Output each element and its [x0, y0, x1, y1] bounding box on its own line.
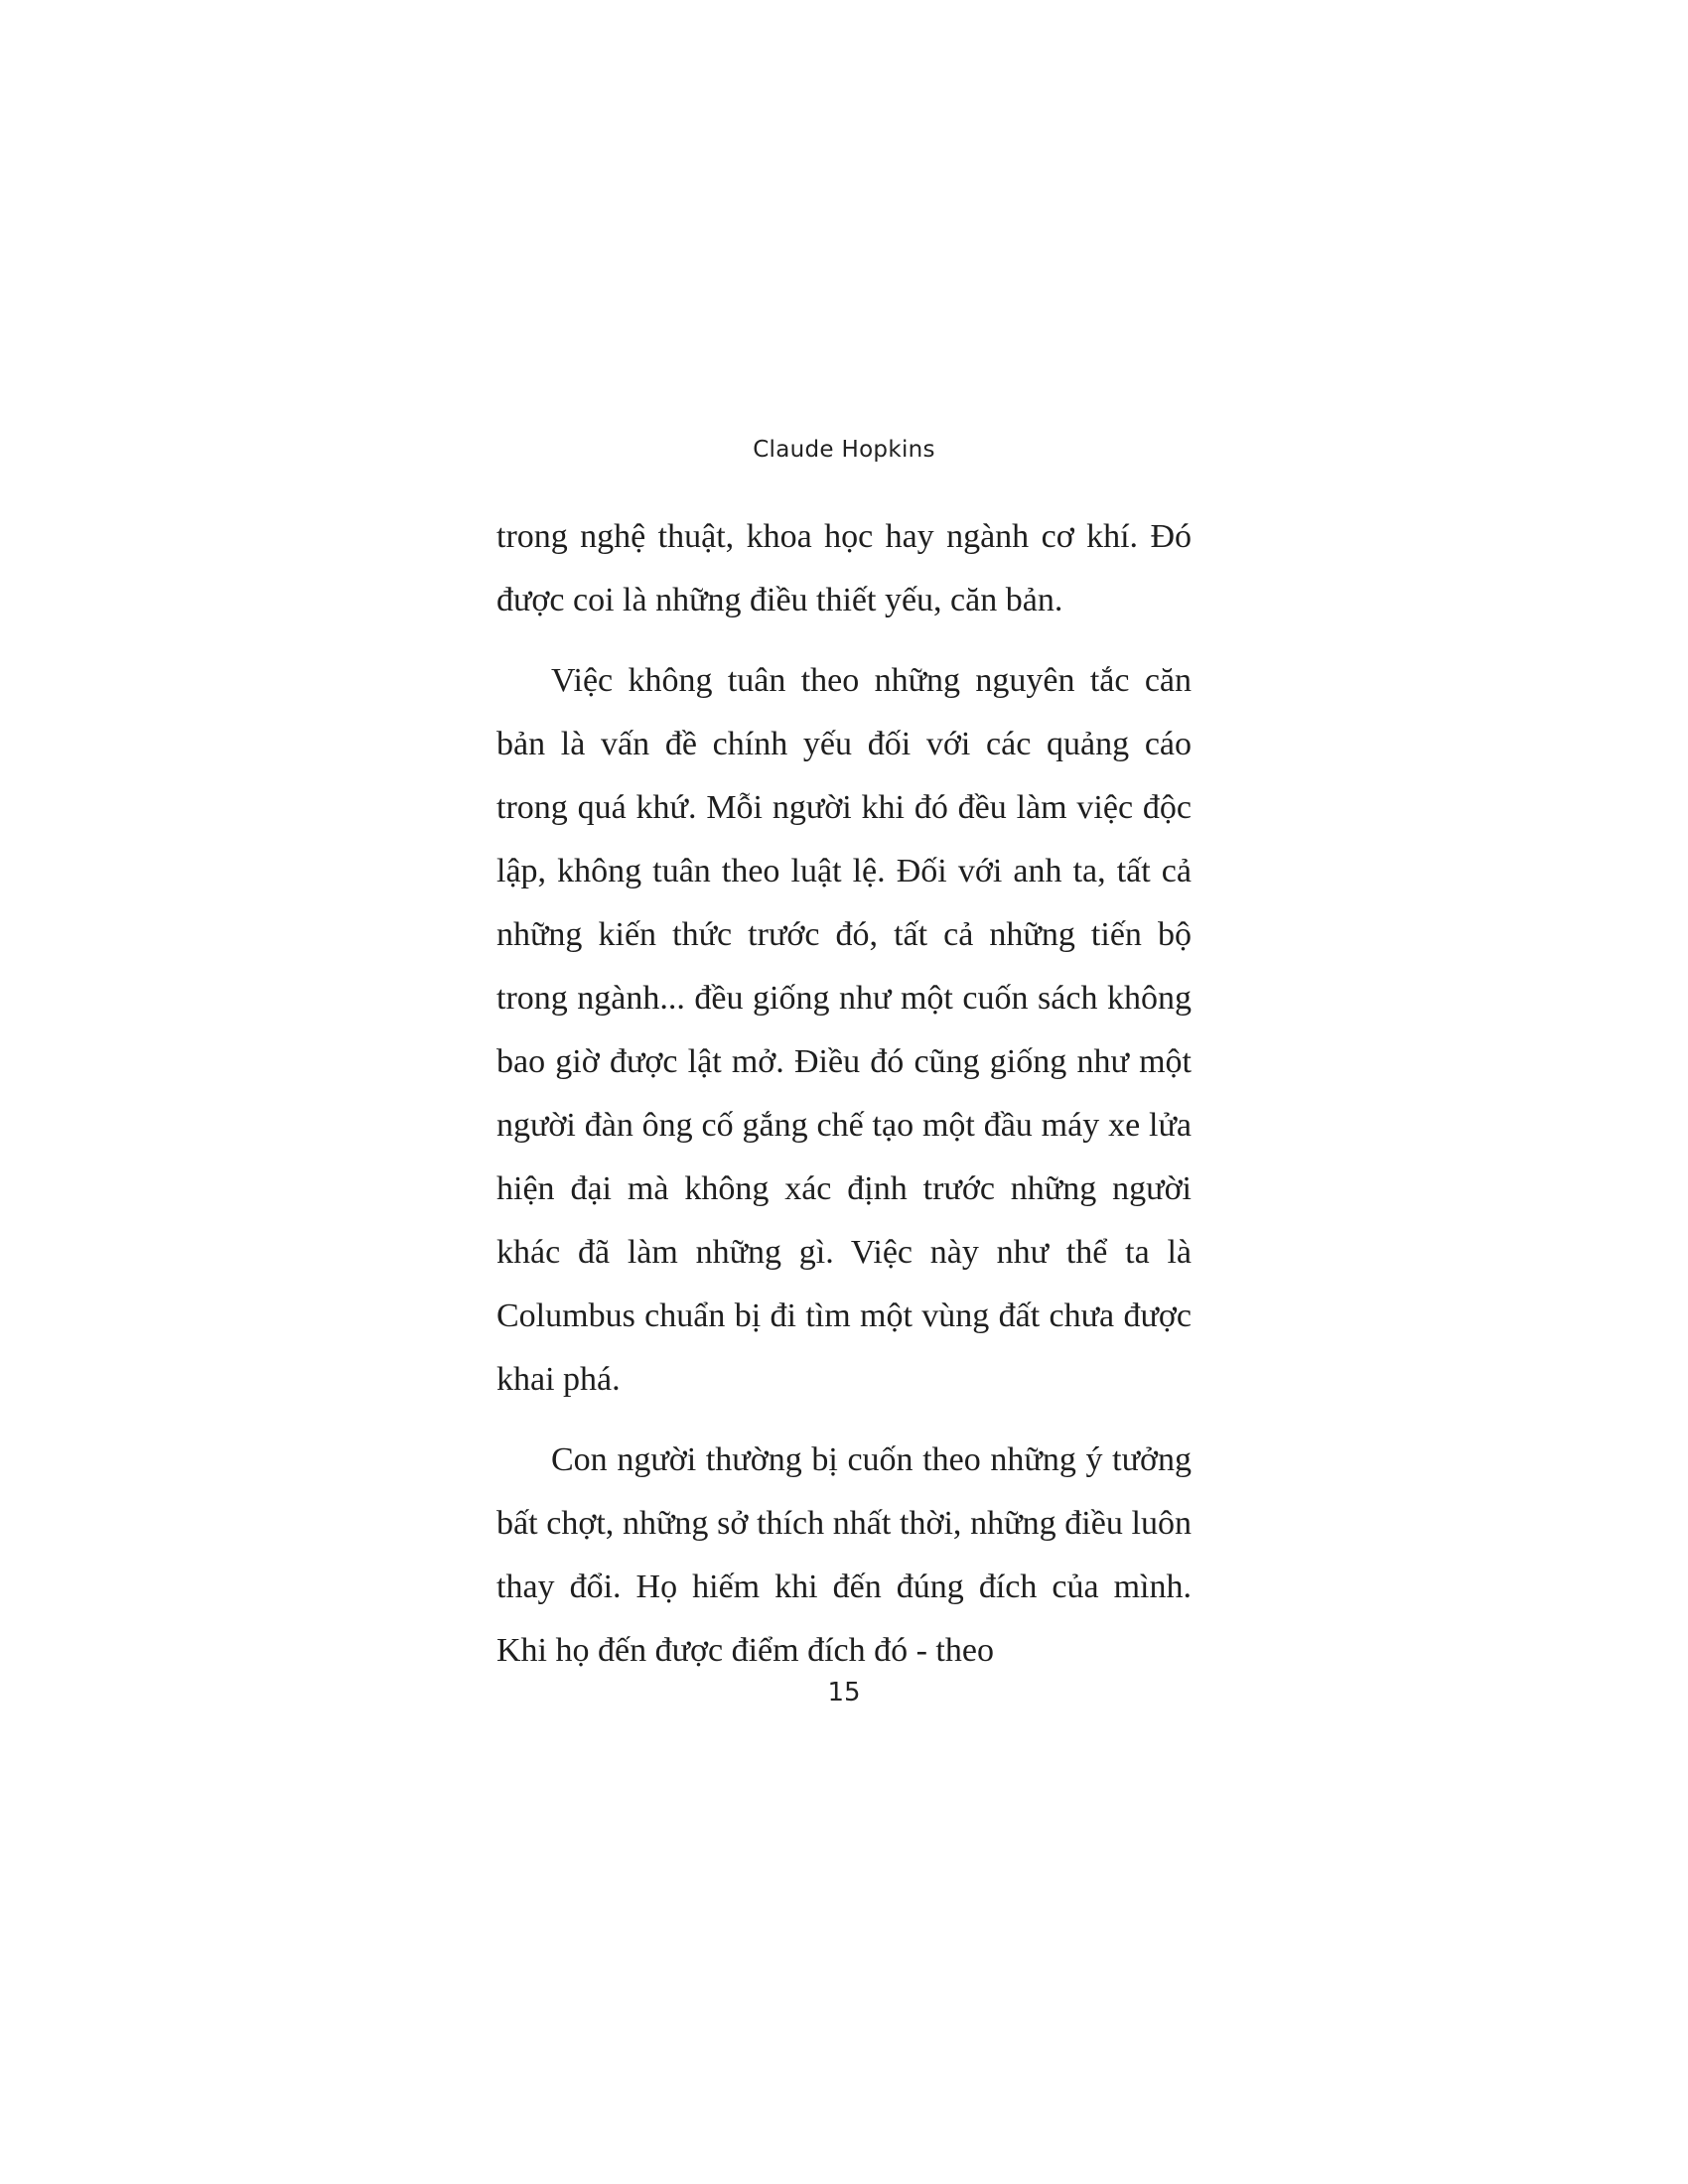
running-header: Claude Hopkins [753, 437, 935, 463]
page-number: 15 [827, 1678, 861, 1707]
paragraph: Việc không tuân theo những nguyên tắc căn bản là vấn đề chính yếu đối với các quảng cáo trong quá khứ. Mỗi người khi đó đều làm việc độc lập, không tuân theo luật lệ. Đối với anh ta, tất cả những kiến thức trước đó, tất cả những tiến bộ trong ngành... đều giống như một cuốn sách không bao giờ được lật mở. Điều đó cũng giống như một người đàn ông cố gắng chế tạo một đầu máy xe lửa hiện đại mà không xác định trước những người khác đã làm những gì. Việc này như thể ta là Columbus chuẩn bị đi tìm một vùng đất chưa được khai phá. [496, 662, 1192, 1398]
body-text [496, 505, 1192, 1683]
paragraph-continued: trong nghệ thuật, khoa học hay ngành cơ khí. Đó được coi là những điều thiết yếu, căn bản. [496, 518, 1192, 618]
paragraph: Con người thường bị cuốn theo những ý tưởng bất chợt, những sở thích nhất thời, những điều luôn thay đổi. Họ hiếm khi đến đúng đích của mình. Khi họ đến được điểm đích đó - theo [496, 1441, 1192, 1669]
